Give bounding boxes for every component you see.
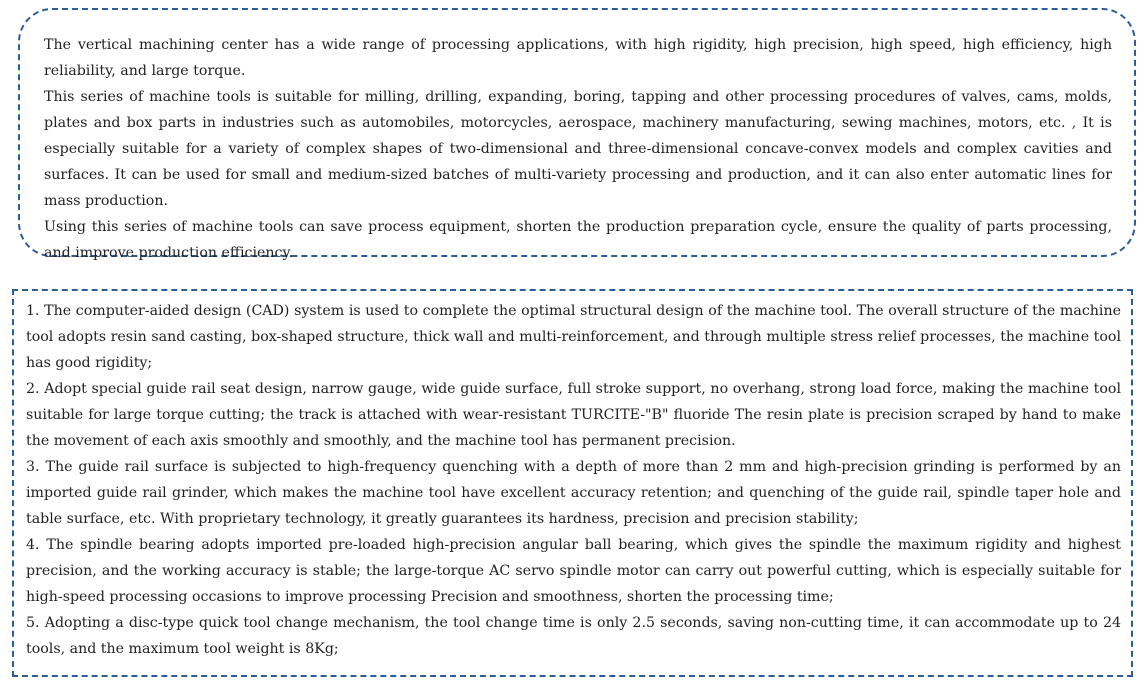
intro-paragraph: The vertical machining center has a wide range of processing applications, with high rigidity, high precision, high speed, high efficiency, high reliability, and large torque. [44,37,1112,79]
intro-box [18,8,1136,261]
feature-item: 3. The guide rail surface is subjected to high-frequency quenching with a depth of more than 2 mm and high-precision grinding is performed by an imported guide rail grinder, which makes the machine tool have excellent accuracy retention; and quenching of the guide rail, spindle taper hole and table surface, etc. With proprietary technology, it greatly guarantees its hardness, precision and precision stability; [26,459,1121,527]
intro-paragraph: This series of machine tools is suitable for milling, drilling, expanding, boring, tapping and other processing procedures of valves, cams, molds, plates and box parts in industries such as automobiles, motorcycles, aerospace, machinery manufacturing, sewing machines, motors, etc. , It is especially suitable for a variety of complex shapes of two-dimensional and three-dimensional concave-convex models and complex cavities and surfaces. It can be used for small and medium-sized batches of multi-variety processing and production, and it can also enter automatic lines for mass production. [44,89,1112,209]
feature-item: 1. The computer-aided design (CAD) system is used to complete the optimal structural design of the machine tool. The overall structure of the machine tool adopts resin sand casting, box-shaped structure, thick wall and multi-reinforcement, and through multiple stress relief processes, the machine tool has good rigidity; [26,303,1121,371]
feature-item: 4. The spindle bearing adopts imported pre-loaded high-precision angular ball bearing, which gives the spindle the maximum rigidity and highest precision, and the working accuracy is stable; the large-torque AC servo spindle motor can carry out powerful cutting, which is especially suitable for high-speed processing occasions to improve processing Precision and smoothness, shorten the processing time; [26,537,1121,605]
intro-paragraph: Using this series of machine tools can save process equipment, shorten the production preparation cycle, ensure the quality of parts processing, and improve production efficiency. [44,219,1112,261]
feature-item: 5. Adopting a disc-type quick tool change mechanism, the tool change time is only 2.5 seconds, saving non-cutting time, it can accommodate up to 24 tools, and the maximum tool weight is 8Kg; [26,615,1121,657]
feature-item: 2. Adopt special guide rail seat design, narrow gauge, wide guide surface, full stroke support, no overhang, strong load force, making the machine tool suitable for large torque cutting; the track is attached with wear-resistant TURCITE-"B" fluoride The resin plate is precision scraped by hand to make the movement of each axis smoothly and smoothly, and the machine tool has permanent precision. [26,381,1121,449]
features-box [12,289,1133,677]
